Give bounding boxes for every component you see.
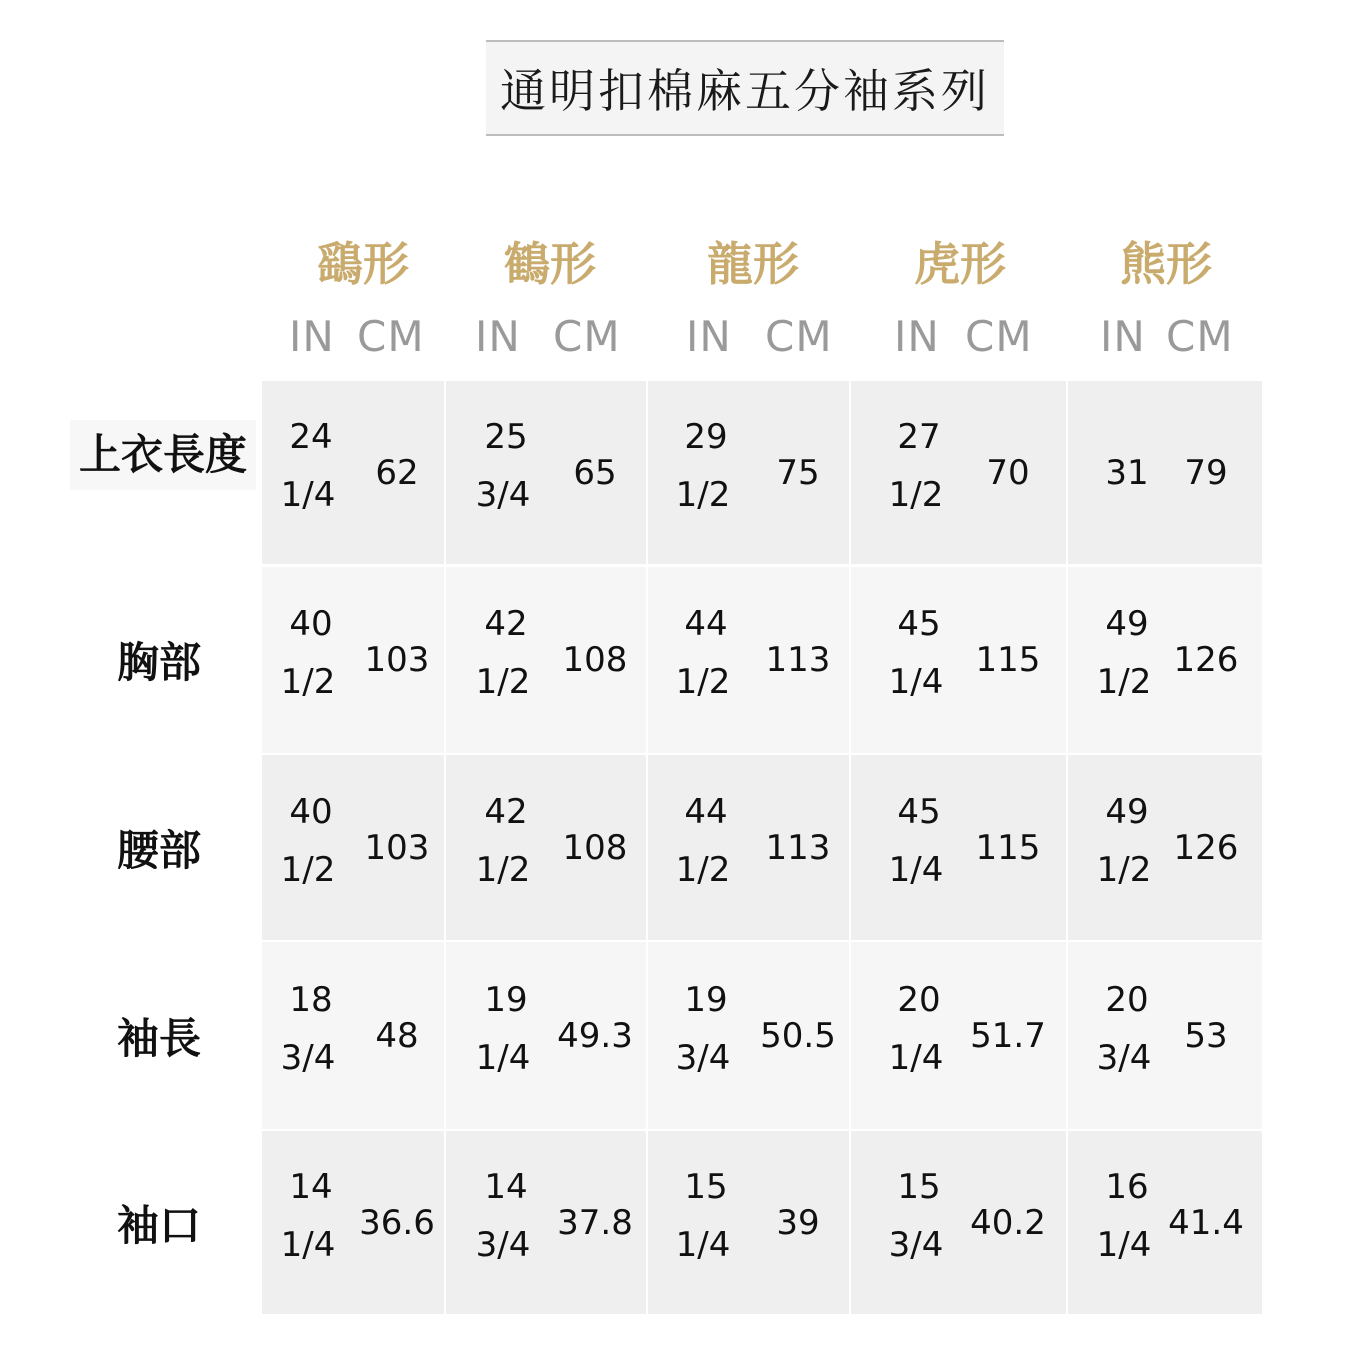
inch-whole: 44 <box>684 791 728 832</box>
row-label: 腰部 <box>116 825 201 875</box>
inch-fraction: 3/4 <box>475 474 531 515</box>
inch-fraction: 1/4 <box>675 1224 731 1265</box>
inch-whole: 45 <box>897 604 941 644</box>
unit-label-in: IN <box>1100 312 1146 361</box>
row-label: 袖長 <box>116 1013 201 1063</box>
inch-fraction: 3/4 <box>1096 1037 1152 1078</box>
inch-fraction: 1/4 <box>475 1037 531 1078</box>
inch-whole: 31 <box>1105 452 1149 493</box>
unit-label-cm: CM <box>357 312 425 361</box>
cm-value: 115 <box>975 827 1041 868</box>
inch-fraction: 1/2 <box>675 849 731 890</box>
cm-value: 70 <box>986 452 1030 493</box>
unit-label-in: IN <box>475 312 521 361</box>
cm-value: 108 <box>562 640 628 680</box>
unit-label-cm: CM <box>965 312 1033 361</box>
inch-fraction: 1/2 <box>675 474 731 515</box>
inch-fraction: 1/4 <box>888 849 944 890</box>
row-label: 胸部 <box>116 638 201 687</box>
size-header: 鶴形 <box>504 237 596 291</box>
inch-whole: 16 <box>1105 1166 1149 1207</box>
size-header: 龍形 <box>707 237 799 291</box>
cm-value: 126 <box>1173 640 1239 680</box>
inch-whole: 18 <box>289 979 333 1020</box>
cm-value: 115 <box>975 640 1041 680</box>
inch-whole: 19 <box>684 979 728 1020</box>
cm-value: 79 <box>1184 452 1228 493</box>
inch-fraction: 1/2 <box>1096 849 1152 890</box>
unit-label-cm: CM <box>553 312 621 361</box>
inch-fraction: 1/4 <box>888 662 944 702</box>
row-label: 上衣長度 <box>70 420 256 490</box>
inch-whole: 49 <box>1105 791 1149 832</box>
cm-value: 113 <box>765 640 831 680</box>
inch-whole: 25 <box>484 416 528 457</box>
size-header: 虎形 <box>914 237 1006 291</box>
inch-whole: 14 <box>484 1166 528 1207</box>
inch-fraction: 3/4 <box>280 1037 336 1078</box>
inch-whole: 20 <box>1105 979 1149 1020</box>
unit-label-in: IN <box>686 312 732 361</box>
cm-value: 108 <box>562 827 628 868</box>
inch-fraction: 1/4 <box>888 1037 944 1078</box>
inch-whole: 14 <box>289 1166 333 1207</box>
inch-whole: 49 <box>1105 604 1149 644</box>
inch-whole: 45 <box>897 791 941 832</box>
inch-fraction: 1/4 <box>280 474 336 515</box>
inch-fraction: 1/2 <box>280 662 336 702</box>
cm-value: 49.3 <box>557 1015 633 1056</box>
cm-value: 126 <box>1173 827 1239 868</box>
cm-value: 36.6 <box>359 1202 435 1243</box>
unit-label-cm: CM <box>1166 312 1234 361</box>
size-header: 熊形 <box>1120 237 1212 291</box>
cm-value: 50.5 <box>760 1015 836 1056</box>
cm-value: 53 <box>1184 1015 1228 1056</box>
unit-label-cm: CM <box>765 312 833 361</box>
inch-fraction: 1/2 <box>475 662 531 702</box>
inch-whole: 44 <box>684 604 728 644</box>
chart-title: 通明扣棉麻五分袖系列 <box>486 40 1004 136</box>
cm-value: 65 <box>573 452 617 493</box>
inch-whole: 40 <box>289 791 333 832</box>
inch-whole: 20 <box>897 979 941 1020</box>
cm-value: 37.8 <box>557 1202 633 1243</box>
inch-fraction: 1/4 <box>1096 1224 1152 1265</box>
inch-fraction: 3/4 <box>475 1224 531 1265</box>
inch-whole: 29 <box>684 416 728 457</box>
inch-whole: 42 <box>484 791 528 832</box>
size-header: 鷂形 <box>317 237 409 291</box>
cm-value: 75 <box>776 452 820 493</box>
cm-value: 41.4 <box>1168 1202 1244 1243</box>
inch-whole: 40 <box>289 604 333 644</box>
inch-whole: 15 <box>897 1166 941 1207</box>
unit-label-in: IN <box>289 312 335 361</box>
inch-fraction: 3/4 <box>675 1037 731 1078</box>
inch-fraction: 1/2 <box>280 849 336 890</box>
cm-value: 62 <box>375 452 419 493</box>
inch-fraction: 1/2 <box>675 662 731 702</box>
inch-whole: 15 <box>684 1166 728 1207</box>
inch-whole: 27 <box>897 416 941 457</box>
cm-value: 51.7 <box>970 1015 1046 1056</box>
inch-fraction: 1/2 <box>888 474 944 515</box>
inch-whole: 24 <box>289 416 333 457</box>
cm-value: 103 <box>364 640 430 680</box>
cm-value: 48 <box>375 1015 419 1056</box>
cm-value: 113 <box>765 827 831 868</box>
row-label: 袖口 <box>116 1200 201 1250</box>
cm-value: 103 <box>364 827 430 868</box>
cm-value: 40.2 <box>970 1202 1046 1243</box>
inch-fraction: 3/4 <box>888 1224 944 1265</box>
inch-fraction: 1/2 <box>475 849 531 890</box>
inch-fraction: 1/2 <box>1096 662 1152 702</box>
inch-whole: 19 <box>484 979 528 1020</box>
inch-fraction: 1/4 <box>280 1224 336 1265</box>
unit-label-in: IN <box>894 312 940 361</box>
cm-value: 39 <box>776 1202 820 1243</box>
inch-whole: 42 <box>484 604 528 644</box>
